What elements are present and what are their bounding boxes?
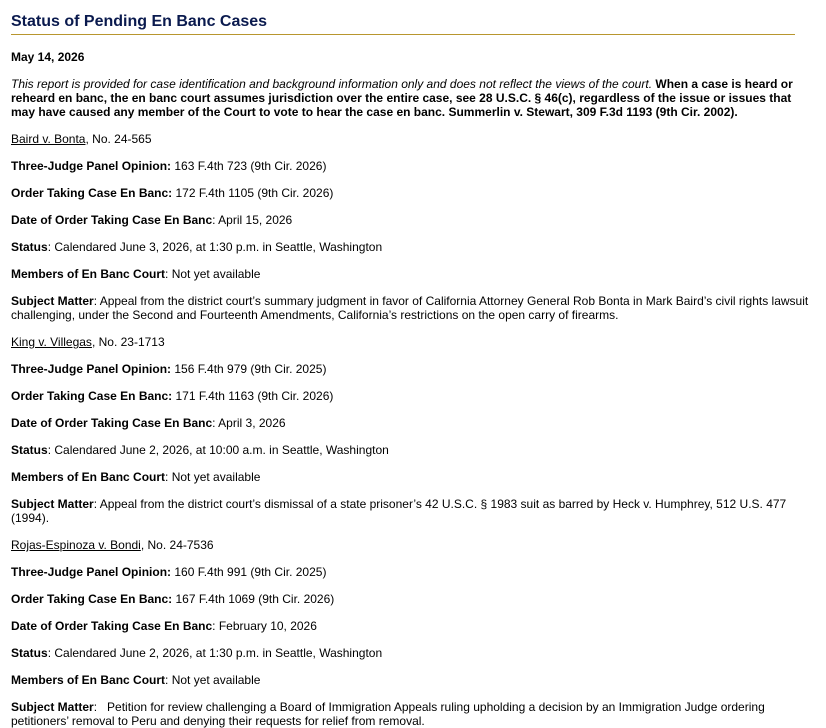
order-en-banc — [11, 592, 814, 606]
date-of-order-value: : April 3, 2026 — [212, 416, 286, 430]
panel-opinion-label: Three-Judge Panel Opinion: — [11, 565, 172, 579]
subject-matter-label: Subject Matter — [11, 700, 94, 714]
subject-matter — [11, 700, 814, 728]
date-of-order-label: Date of Order Taking Case En Banc — [11, 416, 213, 430]
subject-matter — [11, 497, 814, 525]
date-of-order-value: : February 10, 2026 — [212, 619, 317, 633]
date-of-order-label: Date of Order Taking Case En Banc — [11, 619, 213, 633]
intro-bold-text: When a case is heard or reheard en banc, the en banc court assumes jurisdiction over the entire case, see 28 U.S.C. § 46(c), regardless of the issue or issues that may have caused any member of the Court to vote to hear the case en banc. Summerlin v. Stewart, 309 F.3d 1193 (9th Cir. 2002). — [11, 77, 793, 119]
panel-opinion-value: 160 F.4th 991 (9th Cir. 2025) — [171, 565, 327, 579]
case-status — [11, 646, 814, 660]
case-number: , No. 24-7536 — [140, 538, 214, 552]
page-title: Status of Pending En Banc Cases — [11, 0, 795, 35]
case-name-link[interactable]: Baird v. Bonta — [11, 132, 86, 146]
case-status-label: Status — [11, 443, 48, 457]
case-status-value: : Calendared June 2, 2026, at 10:00 a.m. in Seattle, Washington — [47, 443, 389, 457]
case-entry — [11, 538, 814, 728]
order-en-banc-value: 171 F.4th 1163 (9th Cir. 2026) — [172, 389, 334, 403]
case-number: , No. 23-1713 — [91, 335, 165, 349]
panel-opinion-label: Three-Judge Panel Opinion: — [11, 362, 172, 376]
subject-matter-label: Subject Matter — [11, 294, 94, 308]
report-date: May 14, 2026 — [11, 50, 85, 64]
en-banc-members-label: Members of En Banc Court — [11, 673, 166, 687]
en-banc-members-value: : Not yet available — [165, 267, 261, 281]
case-list — [11, 132, 814, 728]
en-banc-members — [11, 267, 814, 281]
case-name-link[interactable]: Rojas-Espinoza v. Bondi — [11, 538, 141, 552]
panel-opinion-label: Three-Judge Panel Opinion: — [11, 159, 172, 173]
en-banc-members-label: Members of En Banc Court — [11, 267, 166, 281]
order-en-banc — [11, 186, 814, 200]
case-title — [11, 132, 814, 146]
order-en-banc-value: 167 F.4th 1069 (9th Cir. 2026) — [172, 592, 335, 606]
subject-matter — [11, 294, 814, 322]
case-status — [11, 240, 814, 254]
en-banc-members — [11, 470, 814, 484]
panel-opinion-value: 156 F.4th 979 (9th Cir. 2025) — [171, 362, 327, 376]
panel-opinion-value: 163 F.4th 723 (9th Cir. 2026) — [171, 159, 327, 173]
case-status-value: : Calendared June 3, 2026, at 1:30 p.m. in Seattle, Washington — [47, 240, 383, 254]
en-banc-members — [11, 673, 814, 687]
en-banc-members-label: Members of En Banc Court — [11, 470, 166, 484]
date-of-order-label: Date of Order Taking Case En Banc — [11, 213, 213, 227]
case-title — [11, 335, 814, 349]
case-title — [11, 538, 814, 552]
intro-italic-text: This report is provided for case identification and background information only and does not reflect the views of the court. — [11, 77, 653, 91]
order-en-banc-label: Order Taking Case En Banc: — [11, 186, 173, 200]
date-of-order — [11, 213, 814, 227]
order-en-banc — [11, 389, 814, 403]
case-status-label: Status — [11, 646, 48, 660]
date-of-order — [11, 619, 814, 633]
order-en-banc-label: Order Taking Case En Banc: — [11, 592, 173, 606]
subject-matter-value: : Petition for review challenging a Board of Immigration Appeals ruling upholding a decision by an Immigration Judge ordering petitioners’ removal to Peru and denying their requests for relief from removal. — [11, 700, 769, 728]
panel-opinion — [11, 565, 814, 579]
panel-opinion — [11, 159, 814, 173]
date-of-order-value: : April 15, 2026 — [212, 213, 293, 227]
case-status — [11, 443, 814, 457]
case-status-label: Status — [11, 240, 48, 254]
case-entry — [11, 335, 814, 525]
case-status-value: : Calendared June 2, 2026, at 1:30 p.m. in Seattle, Washington — [47, 646, 383, 660]
en-banc-members-value: : Not yet available — [165, 470, 261, 484]
subject-matter-value: : Appeal from the district court’s dismissal of a state prisoner’s 42 U.S.C. § 1983 suit as barred by Heck v. Humphrey, 512 U.S. 477 (1994). — [11, 497, 790, 525]
case-number: , No. 24-565 — [85, 132, 152, 146]
date-of-order — [11, 416, 814, 430]
case-name-link[interactable]: King v. Villegas — [11, 335, 92, 349]
order-en-banc-value: 172 F.4th 1105 (9th Cir. 2026) — [172, 186, 334, 200]
order-en-banc-label: Order Taking Case En Banc: — [11, 389, 173, 403]
case-entry — [11, 132, 814, 322]
subject-matter-label: Subject Matter — [11, 497, 94, 511]
subject-matter-value: : Appeal from the district court’s summary judgment in favor of California Attorney General Rob Bonta in Mark Baird’s civil rights lawsuit challenging, under the Second and Fourteenth Amendments, California’s restrictions on the open carry of firearms. — [11, 294, 812, 322]
panel-opinion — [11, 362, 814, 376]
en-banc-members-value: : Not yet available — [165, 673, 261, 687]
intro-disclaimer — [11, 77, 814, 119]
